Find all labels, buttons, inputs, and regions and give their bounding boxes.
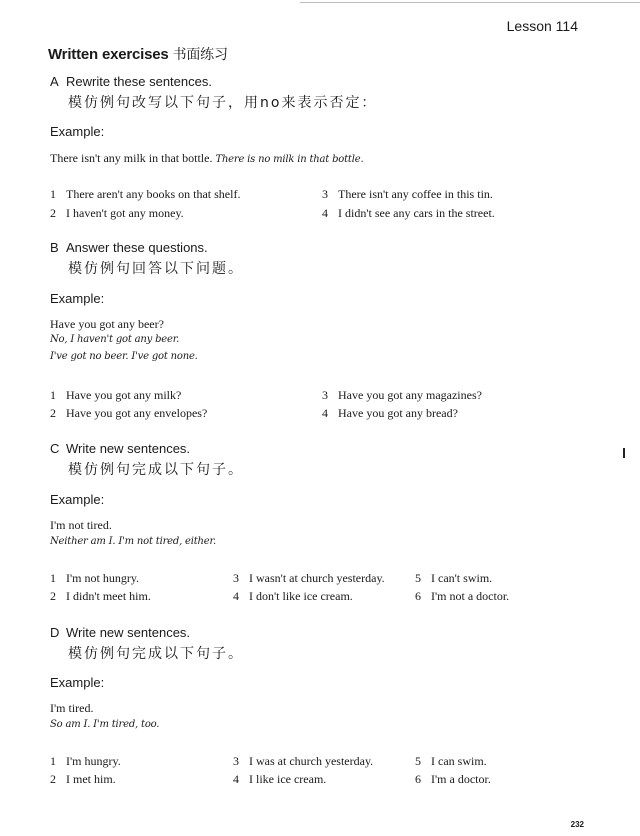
section-c-item: 1 I'm not hungry. (50, 571, 140, 585)
section-c-instruction: Write new sentences. (66, 441, 191, 456)
section-d-example-label: Example: (50, 675, 105, 690)
section-a-example-answer: There is no milk in that bottle. (215, 154, 364, 165)
section-b-heading (50, 240, 208, 255)
section-b-item: 1 Have you got any milk? (50, 388, 182, 402)
section-d-item: 1 I'm hungry. (50, 754, 121, 768)
section-a-example (50, 151, 363, 166)
section-c-item: 2 I didn't meet him. (50, 589, 151, 603)
section-c-example-answer: Neither am I. I'm not tired, either. (50, 536, 216, 547)
page-number: 232 (570, 820, 584, 829)
section-c-heading (50, 441, 190, 456)
section-c-letter: C (50, 441, 60, 456)
section-d-zh: 模仿例句完成以下句子。 (68, 646, 244, 662)
section-b-example-label: Example: (50, 291, 105, 306)
top-rule (300, 2, 640, 3)
section-c-item: 4 I don't like ice cream. (233, 589, 353, 603)
page-title (48, 44, 228, 64)
section-d-example-answer: So am I. I'm tired, too. (50, 719, 160, 730)
section-b-letter: B (50, 240, 59, 255)
section-a-letter: A (50, 74, 59, 89)
section-c-item: 3 I wasn't at church yesterday. (233, 571, 385, 585)
section-b-example-answer-1: No, I haven't got any beer. (50, 334, 180, 345)
lesson-number: Lesson 114 (506, 18, 578, 34)
section-c-example-label: Example: (50, 492, 105, 507)
title-en: Written exercises (48, 46, 169, 63)
margin-mark (623, 448, 625, 458)
section-b-item: 2 Have you got any envelopes? (50, 406, 208, 420)
section-d-item: 5 I can swim. (415, 754, 487, 768)
section-b-example-question: Have you got any beer? (50, 317, 164, 331)
section-d-letter: D (50, 625, 60, 640)
section-d-instruction: Write new sentences. (66, 625, 191, 640)
section-d-item: 2 I met him. (50, 772, 116, 786)
section-a-zh: 模仿例句改写以下句子，用no来表示否定： (68, 95, 378, 111)
section-d-example-question: I'm tired. (50, 701, 94, 715)
section-a-item: 4 I didn't see any cars in the street. (322, 206, 495, 220)
section-b-item: 3 Have you got any magazines? (322, 388, 482, 402)
section-a-item: 3 There isn't any coffee in this tin. (322, 187, 493, 201)
section-d-heading (50, 625, 190, 640)
section-a-heading (50, 74, 212, 89)
section-c-zh: 模仿例句完成以下句子。 (68, 462, 244, 478)
title-zh: 书面练习 (172, 47, 228, 63)
section-c-example-question: I'm not tired. (50, 518, 112, 532)
section-a-instruction: Rewrite these sentences. (66, 74, 212, 89)
section-b-zh: 模仿例句回答以下问题。 (68, 261, 244, 277)
section-a-item: 2 I haven't got any money. (50, 206, 184, 220)
section-b-instruction: Answer these questions. (66, 240, 208, 255)
section-d-item: 6 I'm a doctor. (415, 772, 491, 786)
section-b-example-answer-2: I've got no beer. I've got none. (50, 351, 198, 362)
section-a-example-question: There isn't any milk in that bottle. (50, 151, 213, 165)
section-d-item: 3 I was at church yesterday. (233, 754, 374, 768)
section-b-item: 4 Have you got any bread? (322, 406, 458, 420)
section-a-example-label: Example: (50, 124, 105, 139)
section-c-item: 5 I can't swim. (415, 571, 493, 585)
section-d-item: 4 I like ice cream. (233, 772, 327, 786)
section-a-item: 1 There aren't any books on that shelf. (50, 187, 241, 201)
section-c-item: 6 I'm not a doctor. (415, 589, 510, 603)
